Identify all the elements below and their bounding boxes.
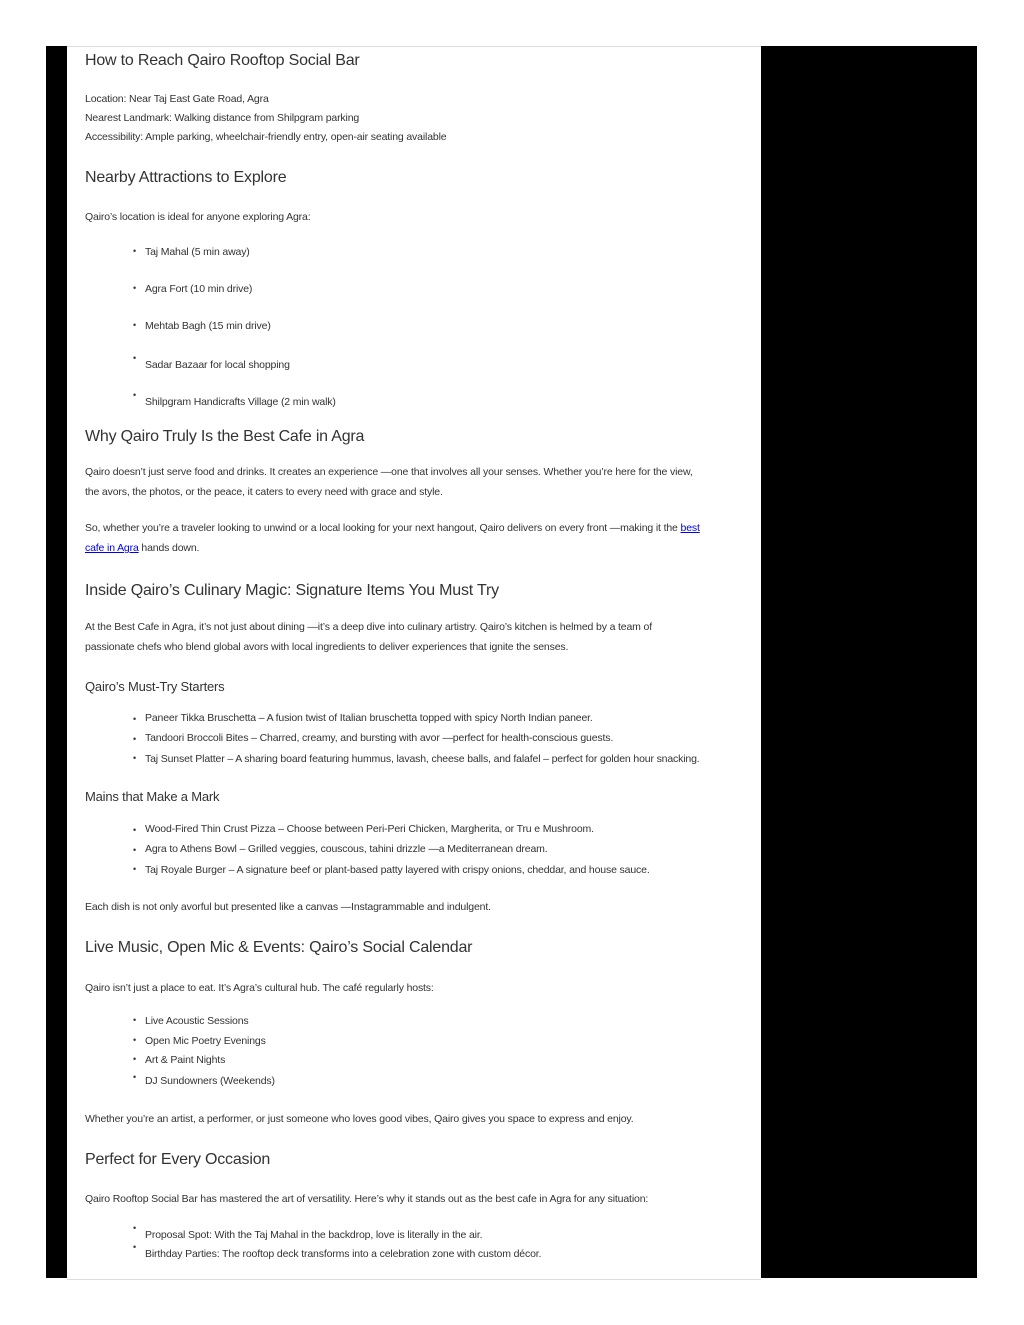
left-black-bar: [46, 46, 67, 1278]
list-item: • Agra Fort (10 min drive): [133, 283, 253, 295]
bullet-icon: •: [133, 353, 137, 363]
heading-culinary-magic: Inside Qairo’s Culinary Magic: Signature Items You Must Try: [85, 582, 499, 599]
best-cafe-link-part-1[interactable]: best: [680, 522, 700, 534]
list-item: • Sadar Bazaar for local shopping: [133, 353, 290, 371]
bullet-icon: •: [133, 1072, 137, 1082]
best-cafe-link-part-2[interactable]: cafe in Agra: [85, 542, 139, 554]
list-item: • Birthday Parties: The rooftop deck transforms into a celebration zone with custom décor.: [133, 1242, 542, 1260]
list-item: • Wood-Fired Thin Crust Pizza – Choose between Peri-Peri Chicken, Margherita, or Tru e Mushroom.: [133, 823, 594, 835]
heading-every-occasion: Perfect for Every Occasion: [85, 1151, 271, 1168]
list-item: • Shilpgram Handicrafts Village (2 min walk): [133, 390, 336, 408]
heading-how-to-reach: How to Reach Qairo Rooftop Social Bar: [85, 52, 360, 69]
accessibility-line: Accessibility: Ample parking, wheelchair-friendly entry, open-air seating available: [85, 131, 447, 143]
landmark-line: Nearest Landmark: Walking distance from Shilpgram parking: [85, 112, 360, 124]
why-paragraph-line-1: Qairo doesn’t just serve food and drinks. It creates an experience —one that involves all your senses. Whether you’re here for the view,: [85, 466, 693, 478]
events-intro: Qairo isn’t just a place to eat. It’s Agra’s cultural hub. The café regularly hosts:: [85, 982, 434, 994]
bullet-icon: •: [133, 1054, 137, 1064]
bullet-icon: •: [133, 864, 137, 874]
list-item: • Proposal Spot: With the Taj Mahal in the backdrop, love is literally in the air.: [133, 1223, 483, 1241]
culinary-line-1: At the Best Cafe in Agra, it’s not just about dining —it’s a deep dive into culinary artistry. Qairo’s kitchen is helmed by a team of: [85, 621, 652, 633]
bullet-icon: •: [133, 246, 137, 256]
list-item: • Taj Royale Burger – A signature beef or plant-based patty layered with crispy onions, cheddar, and house sauce.: [133, 864, 650, 876]
list-item: • Taj Sunset Platter – A sharing board featuring hummus, lavash, cheese balls, and falafel – perfect for golden hour snacking.: [133, 753, 700, 765]
list-item: • Art & Paint Nights: [133, 1054, 226, 1066]
right-black-bar: [761, 46, 977, 1278]
list-item: • Open Mic Poetry Evenings: [133, 1035, 266, 1047]
bullet-icon: •: [133, 283, 137, 293]
why-paragraph2-line-1: So, whether you’re a traveler looking to unwind or a local looking for your next hangout, Qairo delivers on every front —making it the best: [85, 522, 700, 534]
heading-nearby-attractions: Nearby Attractions to Explore: [85, 169, 287, 186]
culinary-line-2: passionate chefs who blend global avors with local ingredients to deliver experiences that ignite the senses.: [85, 641, 569, 653]
list-item: • Live Acoustic Sessions: [133, 1015, 249, 1027]
bullet-icon: •: [133, 845, 137, 855]
bullet-icon: •: [133, 320, 137, 330]
location-line: Location: Near Taj East Gate Road, Agra: [85, 93, 269, 105]
bullet-icon: •: [133, 1223, 137, 1233]
list-item: • Paneer Tikka Bruschetta – A fusion twist of Italian bruschetta topped with spicy North Indian paneer.: [133, 712, 593, 724]
attractions-intro: Qairo’s location is ideal for anyone exploring Agra:: [85, 211, 311, 223]
bullet-icon: •: [133, 825, 137, 835]
why-paragraph2-line-2: cafe in Agra hands down.: [85, 542, 200, 554]
occasion-intro: Qairo Rooftop Social Bar has mastered the art of versatility. Here’s why it stands out as the best cafe in Agra for any situation:: [85, 1193, 649, 1205]
list-item: • Agra to Athens Bowl – Grilled veggies, couscous, tahini drizzle —a Mediterranean dream.: [133, 843, 548, 855]
list-item: • Taj Mahal (5 min away): [133, 246, 250, 258]
mains-outro: Each dish is not only avorful but presented like a canvas —Instagrammable and indulgent.: [85, 901, 491, 913]
bullet-icon: •: [133, 1242, 137, 1252]
list-item: • DJ Sundowners (Weekends): [133, 1072, 275, 1087]
list-item: • Tandoori Broccoli Bites – Charred, creamy, and bursting with avor —perfect for health-conscious guests.: [133, 732, 614, 744]
bullet-icon: •: [133, 1035, 137, 1045]
bullet-icon: •: [133, 753, 137, 763]
bullet-icon: •: [133, 714, 137, 724]
bullet-icon: •: [133, 390, 137, 400]
why-paragraph-line-2: the avors, the photos, or the peace, it caters to every need with grace and style.: [85, 486, 443, 498]
document-page: [67, 46, 761, 1280]
bullet-icon: •: [133, 1015, 137, 1025]
list-item: • Mehtab Bagh (15 min drive): [133, 320, 271, 332]
events-outro: Whether you’re an artist, a performer, or just someone who loves good vibes, Qairo gives you space to express and enjoy.: [85, 1113, 634, 1125]
bullet-icon: •: [133, 734, 137, 744]
heading-mains: Mains that Make a Mark: [85, 789, 220, 804]
heading-why-qairo: Why Qairo Truly Is the Best Cafe in Agra: [85, 428, 365, 445]
heading-events: Live Music, Open Mic & Events: Qairo’s Social Calendar: [85, 939, 473, 956]
heading-must-try-starters: Qairo’s Must-Try Starters: [85, 679, 225, 694]
